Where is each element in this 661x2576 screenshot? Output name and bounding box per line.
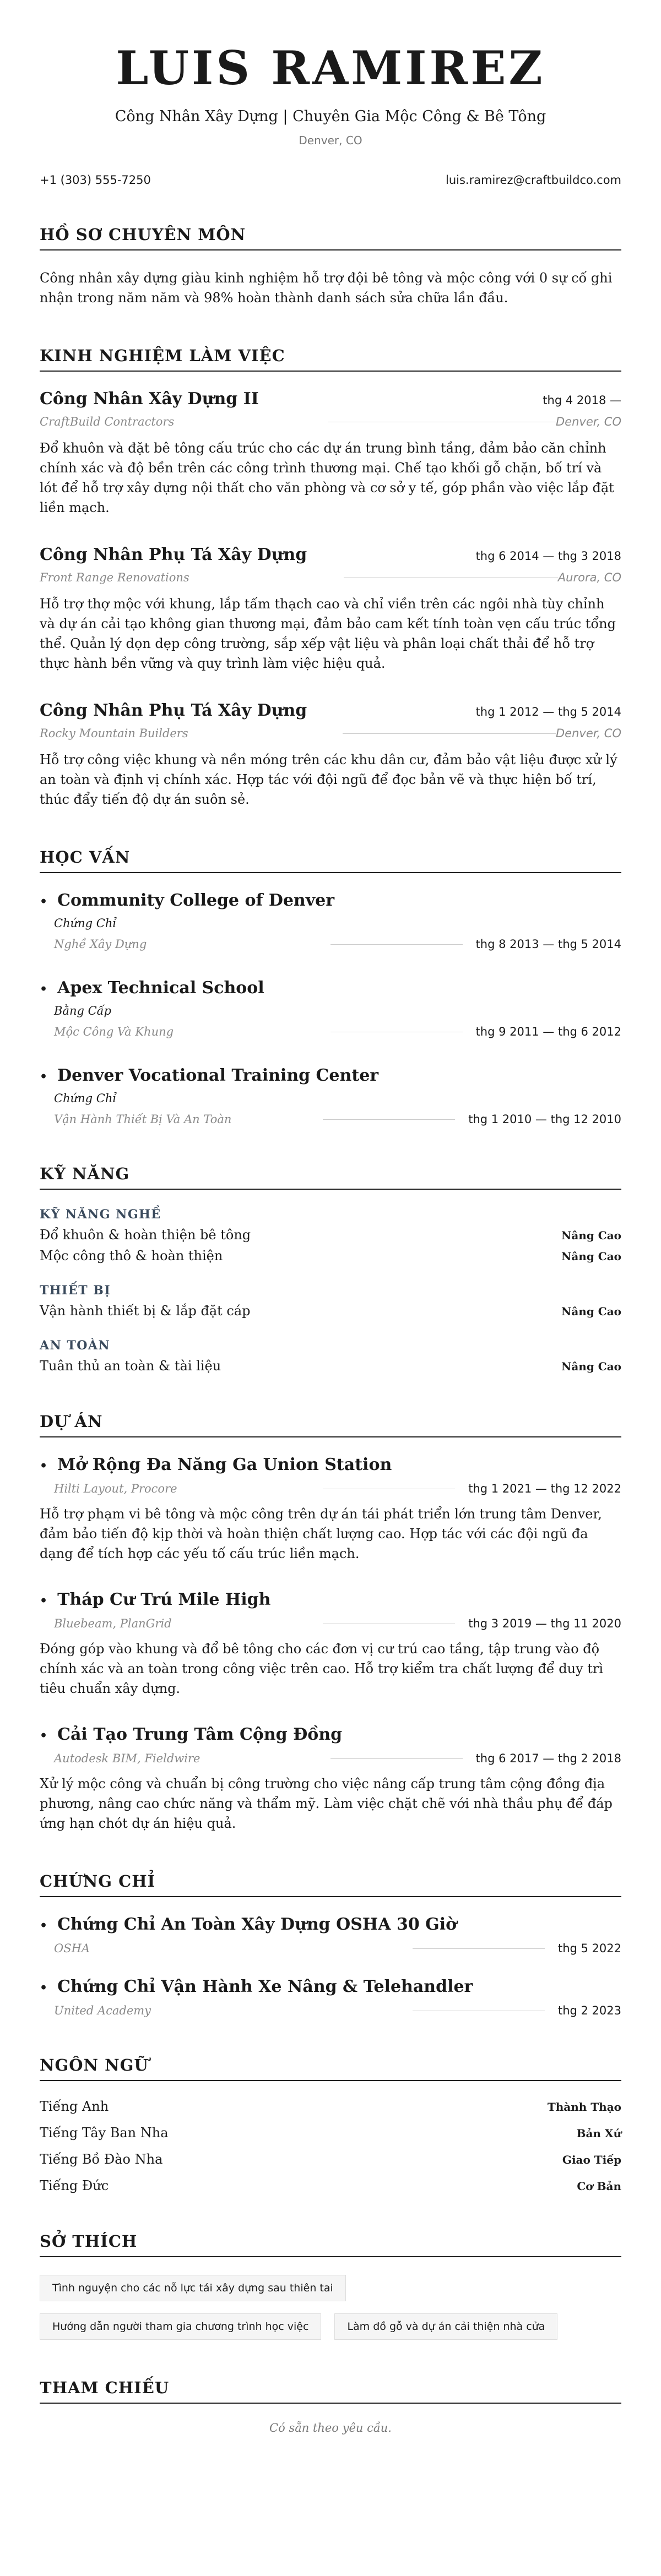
language-name: Tiếng Tây Ban Nha [40,2125,169,2141]
language-name: Tiếng Đức [40,2178,109,2194]
school-name: Community College of Denver [57,891,335,911]
certification-entry [40,1977,621,2017]
education-entry [40,1066,621,1126]
project-name: Cải Tạo Trung Tâm Cộng Đồng [57,1725,343,1745]
degree: Chứng Chỉ [54,1092,117,1105]
skill-row [40,1358,621,1374]
job-entry [40,389,621,518]
summary-section [40,225,621,308]
certification-date: thg 2 2023 [557,2004,621,2018]
project-name: Tháp Cư Trú Mile High [57,1590,271,1610]
skill-name: Đổ khuôn & hoàn thiện bê tông [40,1227,251,1243]
bullet-icon: • [40,1729,48,1744]
certification-entry [40,1915,621,1955]
job-location: Denver, CO [556,727,621,740]
summary-title: HỒ SƠ CHUYÊN MÔN [40,225,621,250]
degree: Chứng Chỉ [54,917,117,930]
skill-group [40,1283,621,1319]
certification-issuer: United Academy [54,2004,151,2018]
job-location: Aurora, CO [557,571,621,585]
skill-level: Nâng Cao [561,1229,621,1243]
project-heading [40,1590,621,1609]
bullet-icon: • [40,1981,48,1996]
job-dates: thg 4 2018 — [543,394,621,407]
language-name: Tiếng Anh [40,2099,109,2115]
language-level: Cơ Bản [577,2180,621,2193]
skill-level: Nâng Cao [561,1250,621,1264]
divider-line [343,733,556,734]
job-meta [40,571,621,584]
project-entry [40,1725,621,1833]
resume-header [40,43,621,147]
school-heading [40,891,621,910]
divider-line [330,944,463,945]
language-level: Giao Tiếp [562,2153,621,2167]
job-meta [40,727,621,740]
company-name: Front Range Renovations [40,571,189,585]
candidate-name: LUIS RAMIREZ [116,41,545,95]
skill-category: AN TOÀN [40,1338,111,1353]
bullet-icon: • [40,895,48,910]
education-meta [54,1113,621,1126]
company-name: CraftBuild Contractors [40,415,175,429]
job-entry [40,545,621,673]
certification-meta [54,1942,621,1955]
certification-date: thg 5 2022 [557,1942,621,1956]
experience-title: KINH NGHIỆM LÀM VIỆC [40,346,621,372]
skills-title: KỸ NĂNG [40,1164,621,1190]
job-title: Công Nhân Xây Dựng II [40,389,259,409]
languages-title: NGÔN NGỮ [40,2056,621,2081]
references-section [40,2378,621,2435]
bullet-icon: • [40,1919,48,1934]
project-dates: thg 3 2019 — thg 11 2020 [468,1617,621,1631]
phone-number: +1 (303) 555-7250 [40,173,151,187]
job-title: Công Nhân Phụ Tá Xây Dựng [40,545,307,565]
certification-meta [54,2004,621,2017]
language-level: Bản Xứ [576,2127,621,2141]
education-dates: thg 8 2013 — thg 5 2014 [475,938,621,951]
skill-row [40,1248,621,1264]
language-row [40,2152,621,2167]
references-text: Có sẵn theo yêu cầu. [269,2421,392,2435]
job-dates: thg 6 2014 — thg 3 2018 [475,549,621,563]
language-row [40,2178,621,2193]
language-row [40,2099,621,2114]
skill-row [40,1227,621,1243]
bullet-icon: • [40,1594,48,1609]
school-heading [40,1066,621,1085]
skills-section [40,1164,621,1374]
project-tools: Bluebeam, PlanGrid [54,1617,172,1631]
school-heading [40,978,621,998]
skill-category: THIẾT BỊ [40,1283,111,1298]
projects-title: DỰ ÁN [40,1412,621,1437]
school-name: Denver Vocational Training Center [57,1066,379,1086]
job-header [40,389,621,409]
certification-name: Chứng Chỉ An Toàn Xây Dựng OSHA 30 Giờ [57,1915,457,1935]
divider-line [413,1948,545,1949]
interest-tag: Hướng dẫn người tham gia chương trình học việc [40,2313,321,2340]
job-location: Denver, CO [556,415,621,429]
project-meta [54,1482,621,1495]
language-name: Tiếng Bồ Đào Nha [40,2152,163,2167]
skill-name: Tuân thủ an toàn & tài liệu [40,1358,221,1374]
project-dates: thg 1 2021 — thg 12 2022 [468,1482,621,1496]
field-of-study: Vận Hành Thiết Bị Và An Toàn [54,1113,232,1126]
project-description: Hỗ trợ phạm vi bê tông và mộc công trên dự án tái phát triển lớn trung tâm Denver, đảm bảo tiến độ kịp thời và hoàn thiện chất lượng cao. Hợp tác với các đội ngũ đa dạng để tích hợp các yếu tố cấu trúc liền mạch. [40,1506,602,1562]
certification-name: Chứng Chỉ Vận Hành Xe Nâng & Telehandler [57,1977,473,1997]
certification-heading [40,1977,621,1996]
candidate-headline: Công Nhân Xây Dựng | Chuyên Gia Mộc Công & Bê Tông [115,108,546,126]
school-name: Apex Technical School [57,978,264,998]
education-title: HỌC VẤN [40,848,621,873]
project-heading [40,1725,621,1744]
interest-tag: Làm đồ gỗ và dự án cải thiện nhà cửa [334,2313,557,2340]
certifications-section [40,1872,621,2017]
job-title: Công Nhân Phụ Tá Xây Dựng [40,701,307,721]
education-entry [40,978,621,1038]
language-row [40,2125,621,2141]
skill-group [40,1338,621,1374]
divider-line [323,1119,455,1120]
references-title: THAM CHIẾU [40,2378,621,2404]
bullet-icon: • [40,1459,48,1474]
project-entry [40,1590,621,1698]
certification-heading [40,1915,621,1934]
job-dates: thg 1 2012 — thg 5 2014 [475,705,621,719]
job-entry [40,701,621,809]
job-description: Đổ khuôn và đặt bê tông cấu trúc cho các dự án trung bình tầng, đảm bảo căn chỉnh chính xác và độ bền trên các công trình thương mại. Chế tạo khối gỗ chặn, bố trí và lót để hỗ trợ xây dựng nội thất cho văn phòng và cơ sở y tế, góp phần vào việc lắp đặt liền mạch. [40,440,614,516]
degree: Bằng Cấp [54,1004,111,1018]
job-header [40,701,621,720]
education-section [40,848,621,1126]
experience-section [40,346,621,809]
project-meta [54,1617,621,1630]
language-level: Thành Thạo [547,2100,621,2114]
project-entry [40,1455,621,1564]
job-description: Hỗ trợ công việc khung và nền móng trên các khu dân cư, đảm bảo vật liệu được xử lý an toàn và định vị chính xác. Hợp tác với đội ngũ để đọc bản vẽ và thực hiện bố trí, thúc đẩy tiến độ dự án suôn sẻ. [40,752,617,808]
skill-name: Vận hành thiết bị & lắp đặt cáp [40,1303,251,1319]
project-meta [54,1752,621,1765]
interests-section [40,2232,621,2340]
job-header [40,545,621,564]
job-description: Hỗ trợ thợ mộc với khung, lắp tấm thạch cao và chỉ viền trên các ngôi nhà tùy chỉnh và dự án cải tạo không gian thương mại, đảm bảo cam kết tính toàn vẹn cấu trúc tổng thể. Quản lý dọn dẹp công trường, sắp xếp vật liệu và phân loại chất thải để hỗ trợ thực hành bền vững và quy trình làm việc hiệu quả. [40,596,616,672]
project-tools: Autodesk BIM, Fieldwire [54,1752,201,1766]
skill-group [40,1207,621,1264]
languages-section [40,2056,621,2193]
company-name: Rocky Mountain Builders [40,727,188,740]
email-address: luis.ramirez@craftbuildco.com [446,173,621,187]
education-dates: thg 9 2011 — thg 6 2012 [475,1025,621,1039]
project-dates: thg 6 2017 — thg 2 2018 [475,1752,621,1766]
bullet-icon: • [40,1070,48,1085]
divider-line [330,1758,463,1759]
candidate-location: Denver, CO [299,134,362,148]
skill-level: Nâng Cao [561,1305,621,1319]
project-name: Mở Rộng Đa Năng Ga Union Station [57,1455,392,1475]
contact-row [40,173,621,187]
skill-category: KỸ NĂNG NGHỀ [40,1207,161,1222]
projects-section [40,1412,621,1833]
job-meta [40,415,621,428]
education-meta [54,1025,621,1038]
skill-level: Nâng Cao [561,1360,621,1374]
project-heading [40,1455,621,1474]
field-of-study: Nghề Xây Dựng [54,938,147,951]
summary-text: Công nhân xây dựng giàu kinh nghiệm hỗ trợ đội bê tông và mộc công với 0 sự cố ghi nhận trong năm năm và 98% hoàn thành danh sách sửa chữa lần đầu. [40,270,613,306]
education-dates: thg 1 2010 — thg 12 2010 [468,1113,621,1126]
education-entry [40,891,621,951]
certifications-title: CHỨNG CHỈ [40,1872,621,1897]
skill-name: Mộc công thô & hoàn thiện [40,1248,223,1264]
interests-title: SỞ THÍCH [40,2232,621,2257]
certification-issuer: OSHA [54,1942,90,1956]
project-description: Đóng góp vào khung và đổ bê tông cho các đơn vị cư trú cao tầng, tập trung vào độ chính xác và an toàn trong công việc trên cao. Hỗ trợ kiểm tra chất lượng để duy trì tiêu chuẩn xây dựng. [40,1641,604,1697]
interest-tag: Tình nguyện cho các nỗ lực tái xây dựng sau thiên tai [40,2275,346,2301]
education-meta [54,938,621,951]
project-description: Xử lý mộc công và chuẩn bị công trường cho việc nâng cấp trung tâm cộng đồng địa phương, nâng cao chức năng và thẩm mỹ. Làm việc chặt chẽ với nhà thầu phụ để đáp ứng hạn chót dự án hiệu quả. [40,1776,613,1832]
bullet-icon: • [40,982,48,997]
skill-row [40,1303,621,1319]
field-of-study: Mộc Công Và Khung [54,1025,174,1039]
project-tools: Hilti Layout, Procore [54,1482,177,1496]
